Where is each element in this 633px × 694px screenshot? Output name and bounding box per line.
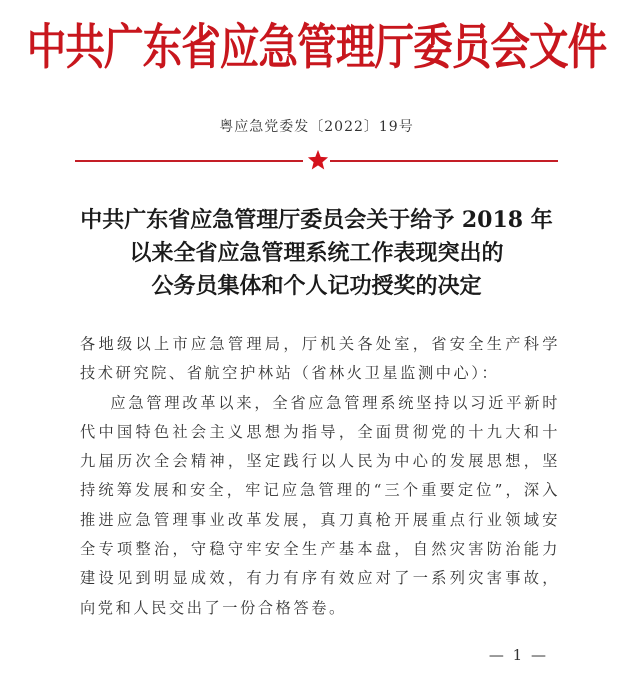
red-star-icon — [307, 149, 329, 171]
document-body — [80, 330, 560, 623]
title-line-3: 公务员集体和个人记功授奖的决定 — [151, 273, 482, 299]
title-line-1: 中共广东省应急管理厅委员会关于给予 2018 年 — [80, 207, 553, 233]
document-number: 粤应急党委发〔2022〕19号 — [219, 119, 414, 135]
document-masthead: 中共广东省应急管理厅委员会文件 — [26, 19, 607, 76]
addressee: 各地级以上市应急管理局，厅机关各处室，省安全生产科学技术研究院、省航空护林站（省林火卫星监测中心）： — [80, 335, 560, 383]
page-number: — 1 — — [488, 646, 548, 664]
document-title — [0, 204, 633, 303]
divider-line-left — [75, 160, 303, 162]
title-line-2: 以来全省应急管理系统工作表现突出的 — [129, 240, 504, 266]
divider-line-right — [330, 160, 558, 162]
red-divider — [75, 149, 558, 173]
paragraph-1: 应急管理改革以来，全省应急管理系统坚持以习近平新时代中国特色社会主义思想为指导，全面贯彻党的十九大和十九届历次全会精神，坚定践行以人民为中心的发展思想，坚持统筹发展和安全，牢记应急管理的“三个重要定位”，深入推进应急管理事业改革发展，真刀真枪开展重点行业领域安全专项整治，守稳守牢安全生产基本盘，自然灾害防治能力建设见到明显成效，有力有序有效应对了一系列灾害事故，向党和人民交出了一份合格答卷。 — [80, 393, 560, 617]
